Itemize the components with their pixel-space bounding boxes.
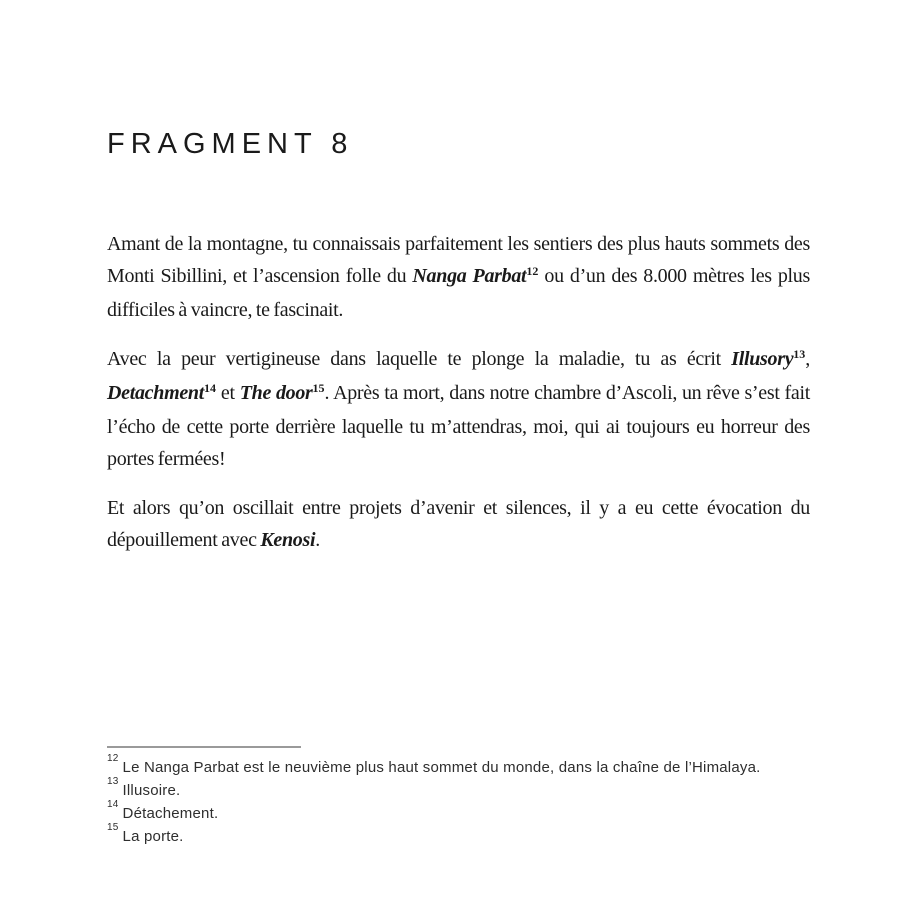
work-title: Nanga Parbat <box>412 265 527 287</box>
footnote-marker: 15 <box>312 381 325 395</box>
footnote-text: La porte. <box>122 828 184 845</box>
footnote-number: 12 <box>107 753 119 764</box>
footnote-number: 13 <box>107 776 119 787</box>
footnote-text: Détachement. <box>122 805 219 822</box>
text-run: , <box>805 348 810 370</box>
text-run: Amant de la montagne, tu connaissais parfaitement les sentiers des plus hauts sommets des Monti Sibillini, et l’ascension folle du <box>107 233 810 287</box>
paragraph-kenosi <box>107 492 810 556</box>
footnotes <box>107 753 810 848</box>
footnote-14 <box>107 799 810 825</box>
body-text <box>107 228 810 573</box>
paragraph-books <box>107 343 810 475</box>
footnote-marker: 14 <box>204 381 216 395</box>
footnote-12 <box>107 753 810 779</box>
work-title: Detachment <box>107 382 204 404</box>
footnote-marker: 13 <box>793 347 806 361</box>
footnote-text: Illusoire. <box>122 782 181 799</box>
paragraph-mountain <box>107 228 810 326</box>
footnote-divider <box>107 746 301 748</box>
footnote-15 <box>107 822 810 848</box>
work-title: The door <box>239 382 313 404</box>
work-title: Kenosi <box>260 529 316 551</box>
text-run: Et alors qu’on oscillait entre projets d’avenir et silences, il y a eu cette évocation du dépouillement avec <box>107 497 810 551</box>
work-title: Illusory <box>731 348 794 370</box>
page-title: FRAGMENT 8 <box>107 128 354 160</box>
footnote-number: 15 <box>107 822 119 833</box>
footnote-13 <box>107 776 810 802</box>
footnote-marker: 12 <box>526 264 539 278</box>
text-run: et <box>216 382 240 404</box>
text-run: . <box>315 529 320 551</box>
text-run: Avec la peur vertigineuse dans laquelle te plonge la maladie, tu as écrit <box>107 348 732 370</box>
text-run: ou d’un des 8.000 mètres les plus difficiles à vaincre, te fascinait. <box>107 265 810 321</box>
text-run: . Après ta mort, dans notre chambre d’Ascoli, un rêve s’est fait l’écho de cette porte derrière laquelle tu m’attendras, moi, qui ai toujours eu horreur des portes fermées! <box>107 382 810 470</box>
footnote-number: 14 <box>107 799 119 810</box>
footnote-text: Le Nanga Parbat est le neuvième plus haut sommet du monde, dans la chaîne de l’Himalaya. <box>122 759 761 776</box>
